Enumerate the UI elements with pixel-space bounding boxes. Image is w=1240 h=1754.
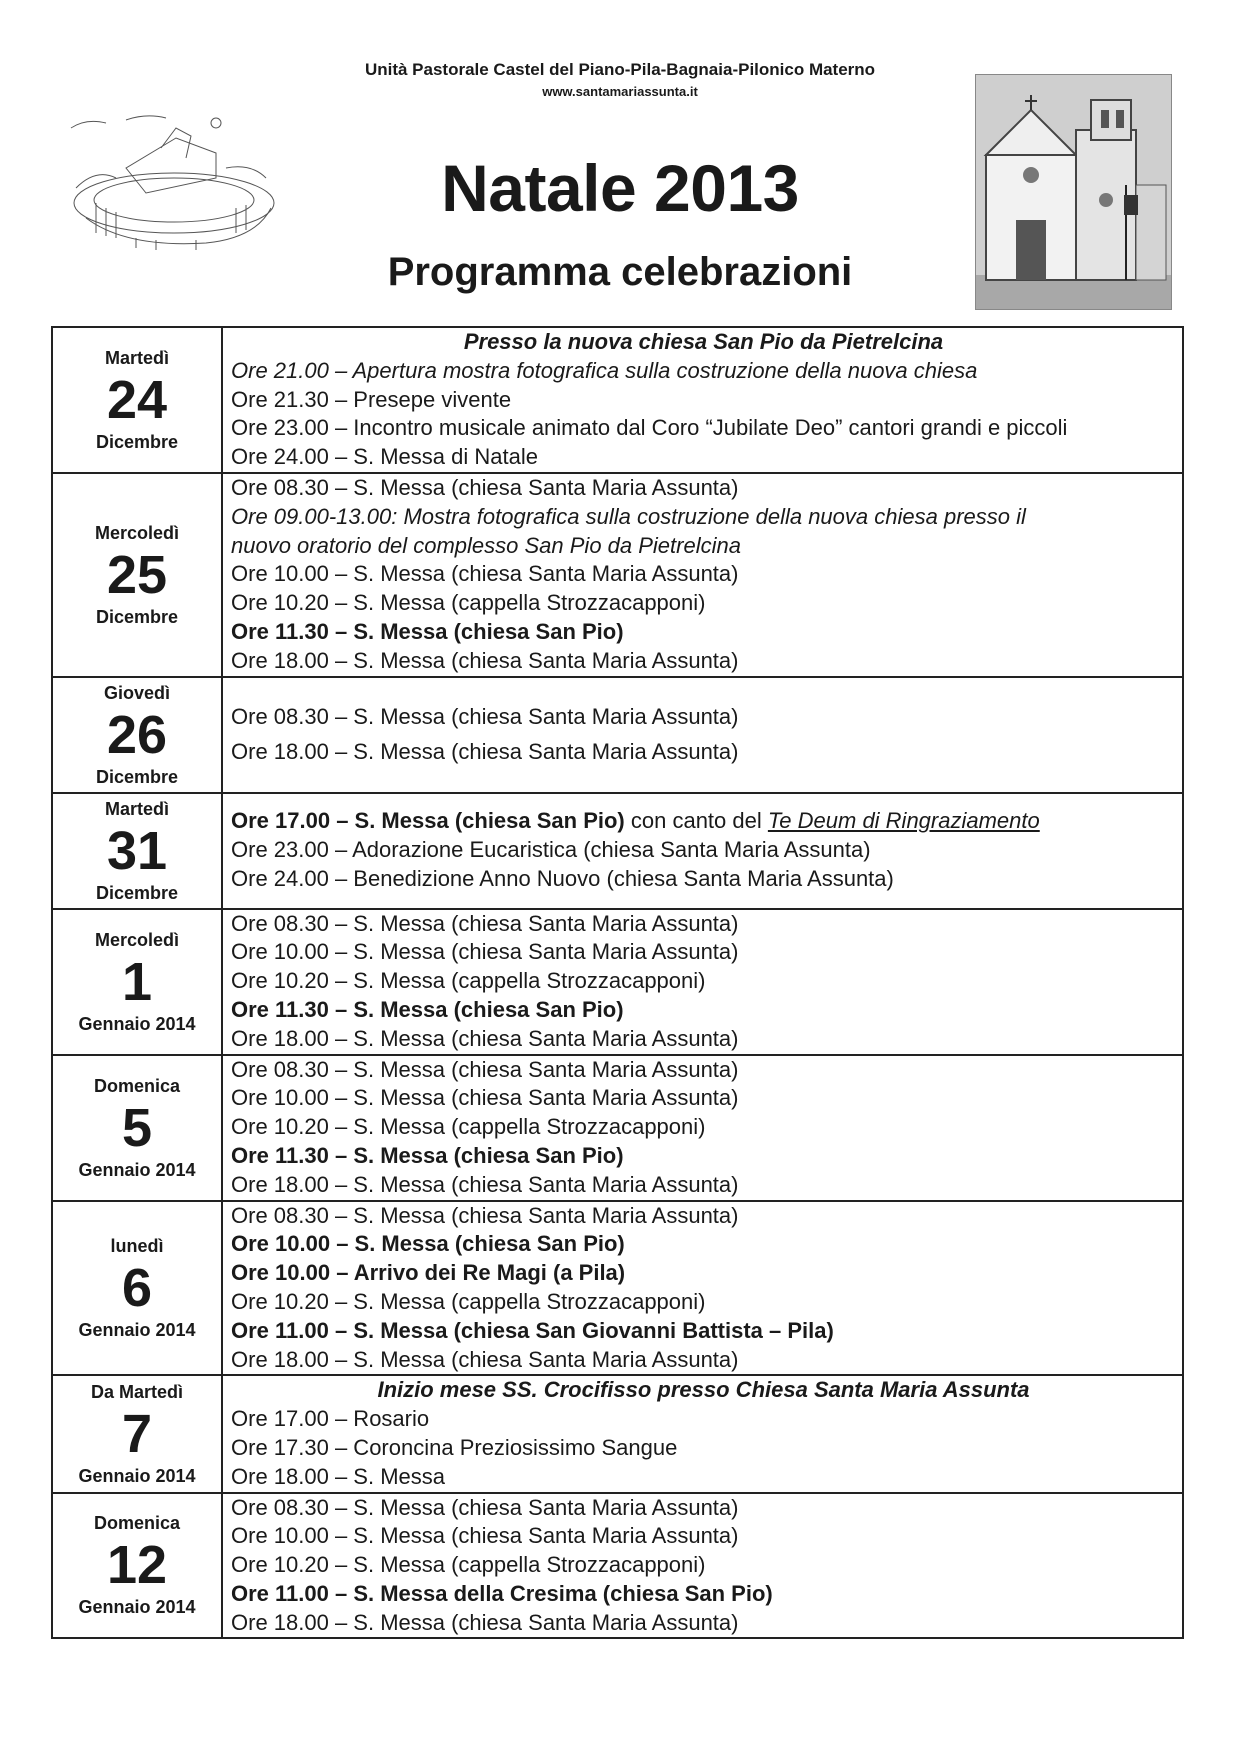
month-label: Dicembre bbox=[95, 606, 179, 627]
event-line: Ore 10.00 – S. Messa (chiesa Santa Maria Assunta) bbox=[231, 1085, 739, 1111]
day-number: 7 bbox=[121, 1403, 153, 1464]
event-line: Ore 10.00 – S. Messa (chiesa Santa Maria Assunta) bbox=[231, 939, 739, 965]
page-title: Natale 2013 bbox=[441, 151, 799, 225]
schedule-row bbox=[52, 909, 1183, 1055]
event-line: Ore 18.00 – S. Messa (chiesa Santa Maria Assunta) bbox=[231, 647, 739, 673]
event-line: Ore 18.00 – S. Messa bbox=[231, 1463, 445, 1489]
events-cell bbox=[222, 793, 1183, 909]
weekday-label: Martedì bbox=[104, 347, 169, 368]
organization-name: Unità Pastorale Castel del Piano-Pila-Bagnaia-Pilonico Materno bbox=[364, 60, 876, 79]
event-line: Presso la nuova chiesa San Pio da Pietrelcina bbox=[463, 329, 944, 354]
month-label: Gennaio 2014 bbox=[78, 1013, 196, 1034]
schedule-row bbox=[52, 327, 1183, 473]
day-number: 31 bbox=[106, 820, 168, 881]
event-line: Ore 09.00-13.00: Mostra fotografica sulla costruzione della nuova chiesa presso il bbox=[231, 503, 1026, 529]
month-label: Dicembre bbox=[95, 882, 179, 903]
event-line: Ore 08.30 – S. Messa (chiesa Santa Maria Assunta) bbox=[231, 474, 739, 500]
event-line: Ore 18.00 – S. Messa (chiesa Santa Maria Assunta) bbox=[231, 1025, 739, 1051]
event-line: Ore 08.30 – S. Messa (chiesa Santa Maria Assunta) bbox=[231, 910, 739, 936]
day-number: 24 bbox=[106, 369, 168, 430]
weekday-label: Mercoledì bbox=[94, 929, 180, 950]
page-subtitle: Programma celebrazioni bbox=[387, 250, 853, 294]
event-line: Ore 24.00 – Benedizione Anno Nuovo (chiesa Santa Maria Assunta) bbox=[231, 865, 894, 891]
weekday-label: lunedì bbox=[110, 1235, 164, 1256]
date-cell bbox=[52, 327, 222, 473]
event-line: Ore 08.30 – S. Messa (chiesa Santa Maria Assunta) bbox=[231, 703, 739, 729]
date-cell bbox=[52, 1055, 222, 1201]
event-line: Ore 18.00 – S. Messa (chiesa Santa Maria Assunta) bbox=[231, 1171, 739, 1197]
date-cell bbox=[52, 473, 222, 677]
event-line: Ore 10.20 – S. Messa (cappella Strozzacapponi) bbox=[231, 1552, 706, 1578]
event-line: Ore 10.20 – S. Messa (cappella Strozzacapponi) bbox=[231, 590, 706, 616]
weekday-label: Domenica bbox=[93, 1513, 181, 1534]
date-cell bbox=[52, 677, 222, 793]
weekday-label: Giovedì bbox=[103, 682, 170, 703]
events-cell bbox=[222, 473, 1183, 677]
month-label: Gennaio 2014 bbox=[78, 1319, 196, 1340]
events-cell bbox=[222, 677, 1183, 793]
date-cell bbox=[52, 1375, 222, 1492]
event-line: Ore 23.00 – Adorazione Eucaristica (chiesa Santa Maria Assunta) bbox=[231, 837, 871, 863]
schedule-row bbox=[52, 1201, 1183, 1376]
schedule-row bbox=[52, 1375, 1183, 1492]
schedule-row bbox=[52, 473, 1183, 677]
event-line: Ore 11.00 – S. Messa della Cresima (chiesa San Pio) bbox=[231, 1580, 773, 1606]
date-cell bbox=[52, 1201, 222, 1376]
event-line: Ore 10.20 – S. Messa (cappella Strozzacapponi) bbox=[231, 968, 706, 994]
day-number: 5 bbox=[121, 1097, 153, 1158]
event-line: Ore 10.00 – S. Messa (chiesa Santa Maria Assunta) bbox=[231, 561, 739, 587]
weekday-label: Martedì bbox=[104, 798, 169, 819]
event-line: Ore 11.30 – S. Messa (chiesa San Pio) bbox=[231, 996, 624, 1022]
celebrations-table bbox=[51, 326, 1184, 1639]
event-line: Ore 08.30 – S. Messa (chiesa Santa Maria Assunta) bbox=[231, 1202, 739, 1228]
date-cell bbox=[52, 793, 222, 909]
event-line: Ore 10.00 – Arrivo dei Re Magi (a Pila) bbox=[231, 1260, 626, 1286]
event-line: Ore 17.00 – Rosario bbox=[231, 1406, 430, 1432]
date-cell bbox=[52, 1493, 222, 1639]
event-line: Ore 08.30 – S. Messa (chiesa Santa Maria Assunta) bbox=[231, 1056, 739, 1082]
events-cell bbox=[222, 1375, 1183, 1492]
event-line: Ore 24.00 – S. Messa di Natale bbox=[231, 444, 538, 470]
event-line: nuovo oratorio del complesso San Pio da Pietrelcina bbox=[231, 532, 741, 558]
month-label: Dicembre bbox=[95, 431, 179, 452]
event-line: Ore 18.00 – S. Messa (chiesa Santa Maria Assunta) bbox=[231, 1609, 739, 1635]
event-line: Ore 10.20 – S. Messa (cappella Strozzacapponi) bbox=[231, 1288, 706, 1314]
day-number: 12 bbox=[106, 1535, 168, 1596]
events-cell bbox=[222, 1493, 1183, 1639]
day-number: 6 bbox=[121, 1257, 153, 1318]
event-line: Ore 11.30 – S. Messa (chiesa San Pio) bbox=[231, 618, 624, 644]
website-link[interactable]: www.santamariassunta.it bbox=[542, 84, 698, 99]
weekday-label: Da Martedì bbox=[90, 1381, 184, 1402]
date-cell bbox=[52, 909, 222, 1055]
events-cell bbox=[222, 1201, 1183, 1376]
month-label: Dicembre bbox=[95, 766, 179, 787]
event-line: Inizio mese SS. Crocifisso presso Chiesa Santa Maria Assunta bbox=[377, 1377, 1030, 1403]
schedule-row bbox=[52, 1055, 1183, 1201]
month-label: Gennaio 2014 bbox=[78, 1597, 196, 1618]
event-line: Ore 18.00 – S. Messa (chiesa Santa Maria Assunta) bbox=[231, 738, 739, 764]
events-cell bbox=[222, 327, 1183, 473]
event-line: Ore 08.30 – S. Messa (chiesa Santa Maria Assunta) bbox=[231, 1494, 739, 1520]
schedule-row bbox=[52, 793, 1183, 909]
month-label: Gennaio 2014 bbox=[78, 1159, 196, 1180]
te-deum-highlight: Te Deum di Ringraziamento bbox=[767, 808, 1040, 834]
events-cell bbox=[222, 909, 1183, 1055]
event-line-suffix: con canto del bbox=[624, 808, 768, 834]
event-line: Ore 11.30 – S. Messa (chiesa San Pio) bbox=[231, 1142, 624, 1168]
day-number: 26 bbox=[106, 704, 168, 765]
event-line: Ore 10.00 – S. Messa (chiesa San Pio) bbox=[231, 1231, 625, 1257]
event-line: Ore 17.30 – Coroncina Preziosissimo Sangue bbox=[231, 1434, 678, 1460]
day-number: 1 bbox=[121, 951, 153, 1012]
event-line: Ore 21.30 – Presepe vivente bbox=[231, 386, 512, 412]
weekday-label: Domenica bbox=[93, 1075, 181, 1096]
event-line bbox=[231, 807, 1176, 836]
weekday-label: Mercoledì bbox=[94, 522, 180, 543]
event-line: Ore 23.00 – Incontro musicale animato dal Coro “Jubilate Deo” cantori grandi e piccoli bbox=[231, 415, 1068, 441]
event-line: Ore 11.00 – S. Messa (chiesa San Giovanni Battista – Pila) bbox=[231, 1317, 834, 1343]
event-line: Ore 10.20 – S. Messa (cappella Strozzacapponi) bbox=[231, 1114, 706, 1140]
event-line-main: Ore 17.00 – S. Messa (chiesa San Pio) bbox=[231, 808, 625, 834]
event-line: Ore 10.00 – S. Messa (chiesa Santa Maria Assunta) bbox=[231, 1523, 739, 1549]
events-cell bbox=[222, 1055, 1183, 1201]
day-number: 25 bbox=[106, 544, 168, 605]
event-line: Ore 18.00 – S. Messa (chiesa Santa Maria Assunta) bbox=[231, 1346, 739, 1372]
schedule-row bbox=[52, 677, 1183, 793]
event-line: Ore 21.00 – Apertura mostra fotografica sulla costruzione della nuova chiesa bbox=[231, 357, 978, 383]
schedule-row bbox=[52, 1493, 1183, 1639]
month-label: Gennaio 2014 bbox=[78, 1465, 196, 1486]
